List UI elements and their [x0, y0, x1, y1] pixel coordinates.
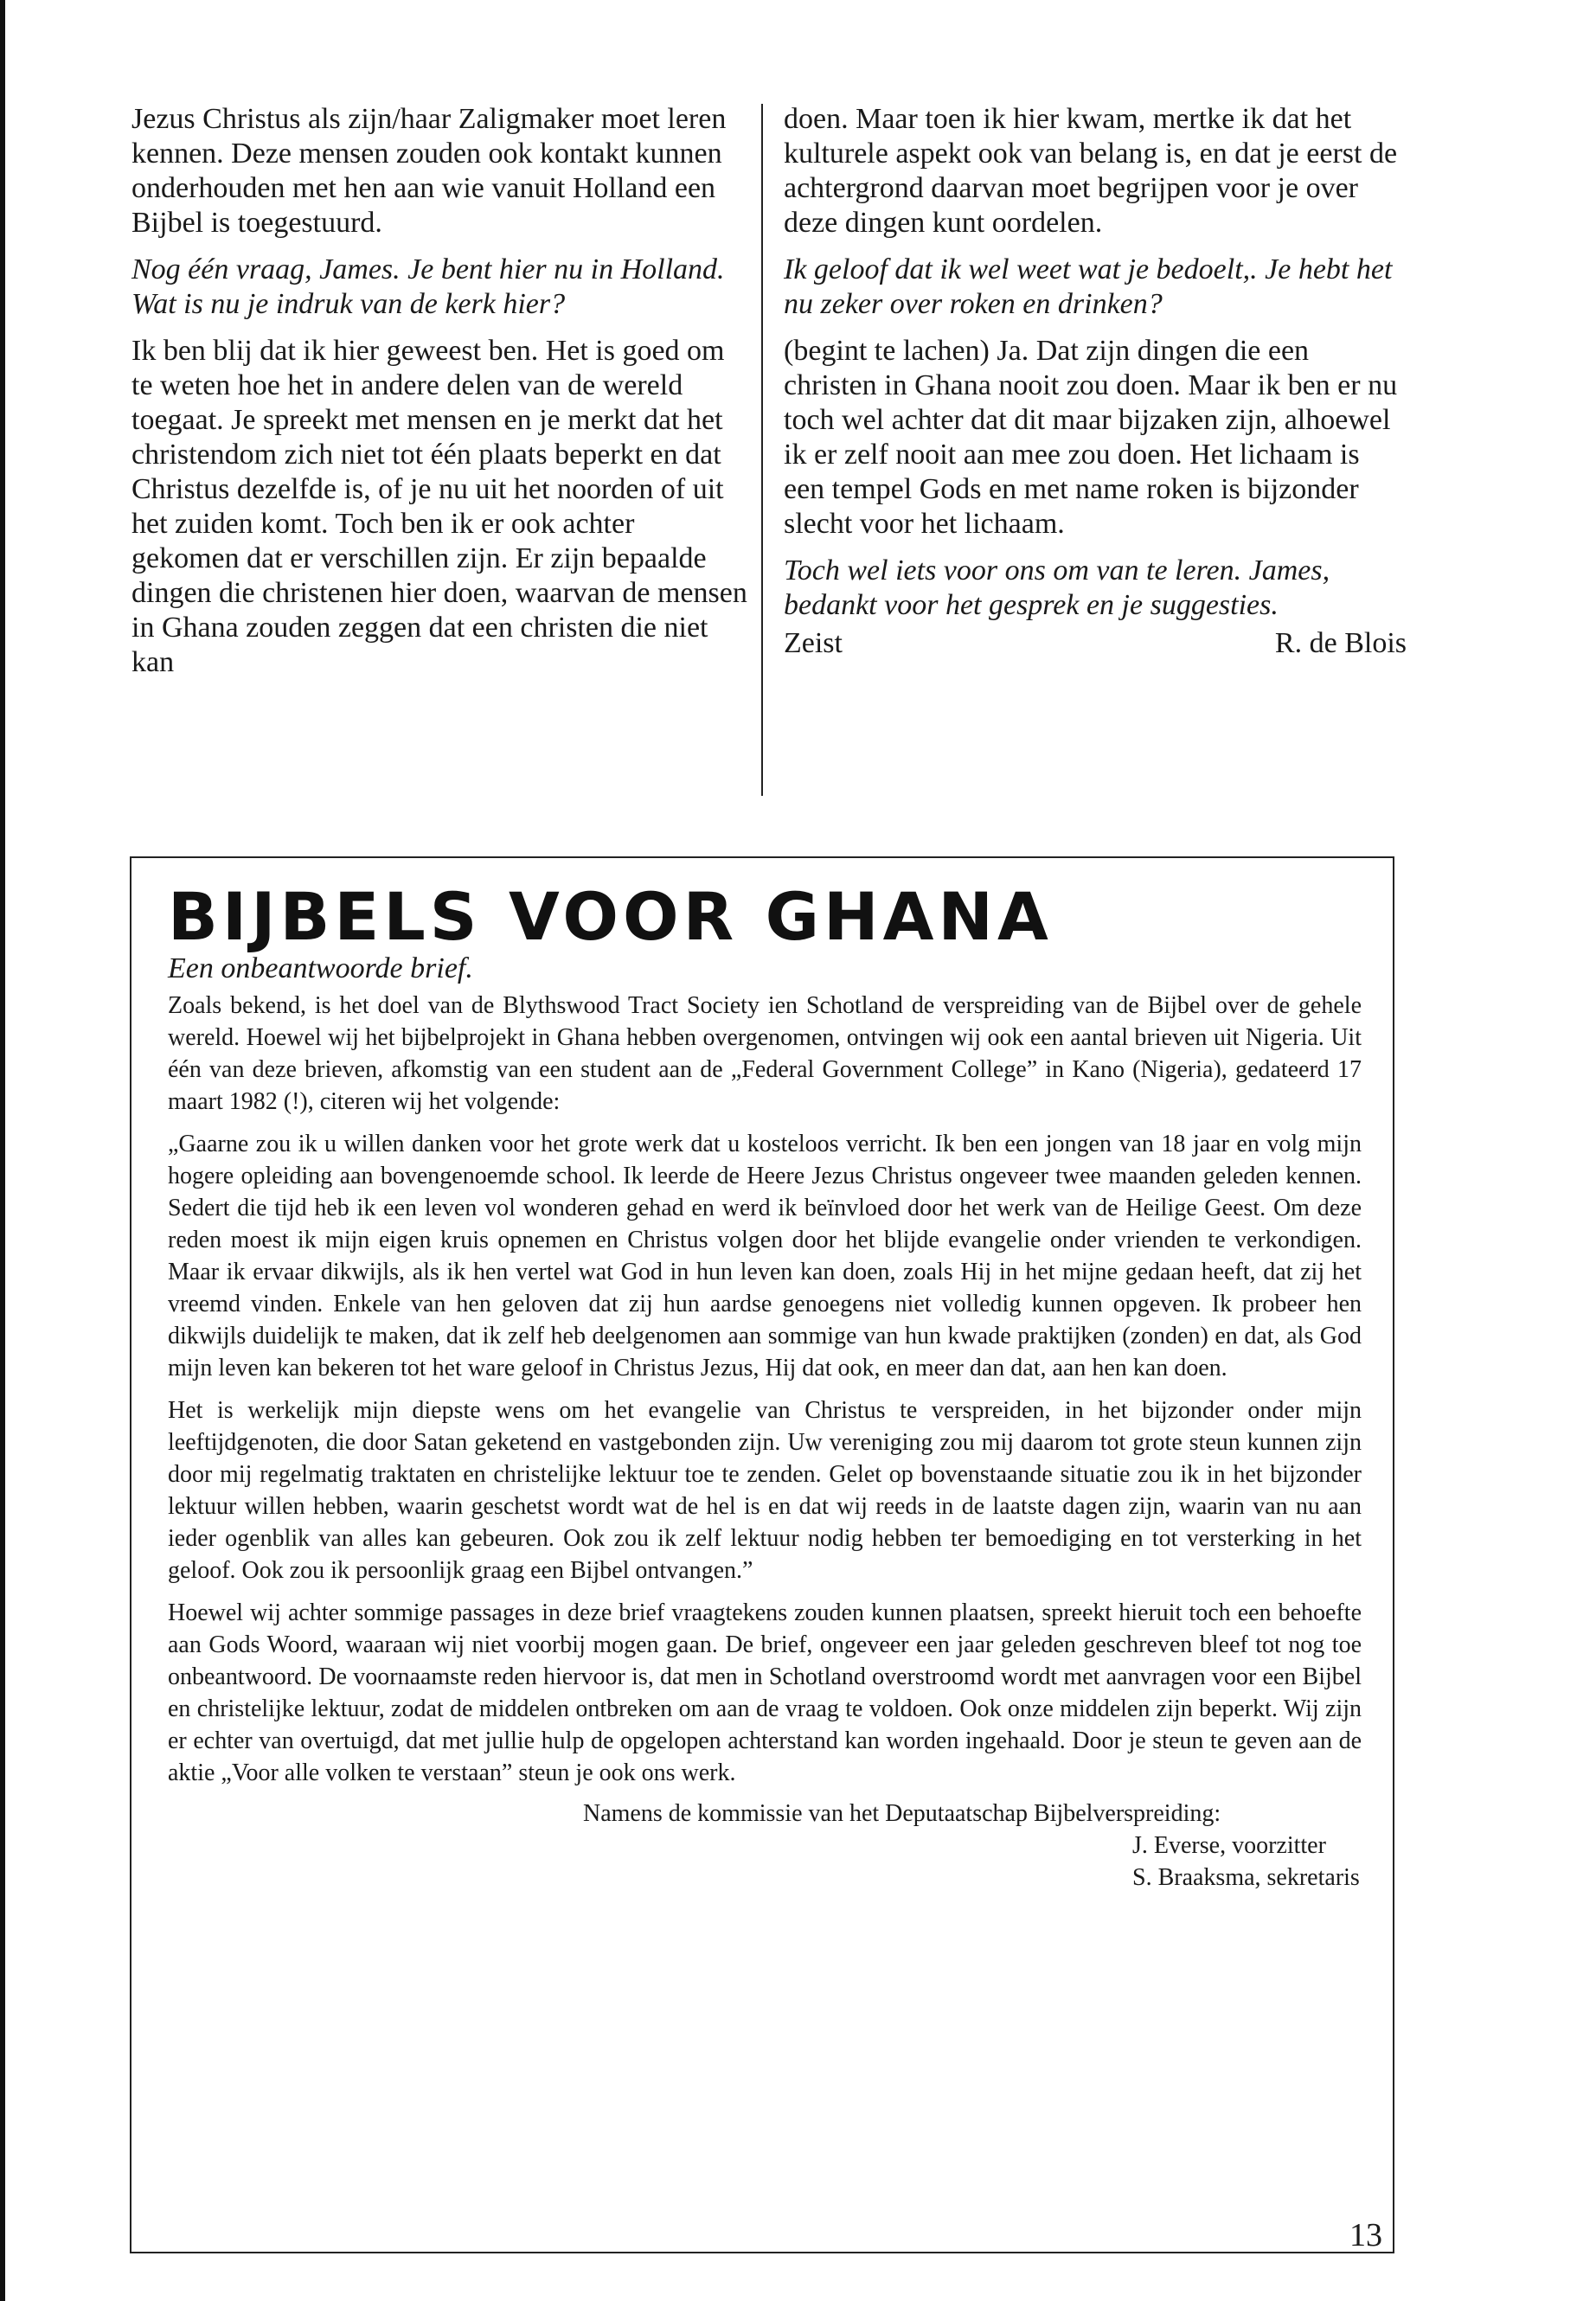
signer-secretary: S. Braaksma, sekretaris	[1132, 1864, 1360, 1891]
interview-left-column	[131, 102, 747, 692]
page-number: 13	[1349, 2217, 1382, 2253]
box-paragraph: Zoals bekend, is het doel van de Blythswood Tract Society ien Schotland de verspreiding van de Bijbel over de gehele wereld. Hoewel wij het bijbelprojekt in Ghana hebben overgenomen, ontvingen wij ook een aantal brieven uit Nigeria. Uit één van deze brieven, afkomstig van een student aan de „Federal Government College” in Kano (Nigeria), gedateerd 17 maart 1982 (!), citeren wij het volgende:	[168, 992, 1362, 1115]
box-paragraph-letter-quote: Het is werkelijk mijn diepste wens om het evangelie van Christus te verspreiden, in het bijzonder onder mijn leeftijdgenoten, die door Satan geketend en vastgebonden zijn. Uw vereniging zou mij daarom tot grote steun kunnen zijn door mij regelmatig traktaten en christelijke lektuur toe te zenden. Gelet op bovenstaande situatie zou ik in het bijzonder lektuur willen hebben, waarin geschetst wordt wat de hel is en dat wij reeds in de laatste dagen zijn, waarin van nu aan ieder ogenblik van alles kan gebeuren. Ook zou ik zelf lektuur nodig hebben ter bemoediging en tot versterking in het geloof. Ook zou ik persoonlijk graag een Bijbel ontvangen.”	[168, 1397, 1362, 1584]
interview-right-column	[784, 102, 1407, 661]
interview-signature	[784, 626, 1407, 661]
box-title: BIJBELS VOOR GHANA	[168, 878, 1053, 955]
box-subtitle: Een onbeantwoorde brief.	[168, 952, 473, 984]
interview-answer: doen. Maar toen ik hier kwam, mertke ik dat het kulturele aspekt ook van belang is, en dat je eerst de achtergrond daarvan moet begrijpen voor je over deze dingen kunt oordelen.	[784, 103, 1398, 239]
interview-question: Nog één vraag, James. Je bent hier nu in Holland. Wat is nu je indruk van de kerk hier?	[131, 253, 725, 320]
box-signature	[168, 1798, 1362, 1894]
interview-question: Ik geloof dat ik wel weet wat je bedoelt,. Je hebt het nu zeker over roken en drinken?	[784, 253, 1393, 320]
signature-author: R. de Blois	[1274, 627, 1407, 659]
box-paragraph-letter-quote: „Gaarne zou ik u willen danken voor het grote werk dat u kosteloos verricht. Ik ben een jongen van 18 jaar en volg mijn hogere opleiding aan bovengenoemde school. Ik leerde de Heere Jezus Christus ongeveer twee maanden geleden kennen. Sedert die tijd heb ik een leven vol wonderen gehad en werd ik beïnvloed door het werk van de Heilige Geest. Om deze reden moest ik mijn eigen kruis opnemen en Christus volgen door het blijde evangelie onder vrienden te verkondigen. Maar ik ervaar dikwijls, als ik hen vertel wat God in hun leven kan doen, zoals Hij in het mijne gedaan heeft, dat zij het vreemd vinden. Enkele van hen geloven dat zij hun aardse genoegens niet volledig kunnen opgeven. Ik probeer hen dikwijls duidelijk te maken, dat ik zelf heb deelgenomen aan sommige van hun kwade praktijken (zonden) en dat, als God mijn leven kan bekeren tot het ware geloof in Christus Jezus, Hij dat ook, en meer dan dat, aan hen kan doen.	[168, 1131, 1362, 1381]
interview-question: Toch wel iets voor ons om van te leren. James, bedankt voor het gesprek en je suggesties.	[784, 554, 1330, 621]
interview-answer: (begint te lachen) Ja. Dat zijn dingen die een christen in Ghana nooit zou doen. Maar ik ben er nu toch wel achter dat dit maar bijzaken zijn, alhoewel ik er zelf nooit aan mee zou doen. Het lichaam is een tempel Gods en met name roken is bijzonder slecht voor het lichaam.	[784, 335, 1398, 540]
signer-chairman: J. Everse, voorzitter	[1132, 1832, 1326, 1859]
interview-answer: Ik ben blij dat ik hier geweest ben. Het is goed om te weten hoe het in andere delen van de wereld toegaat. Je spreekt met mensen en je merkt dat het christendom zich niet tot één plaats beperkt en dat Christus dezelfde is, of je nu uit het noorden of uit het zuiden komt. Toch ben ik er ook achter gekomen dat er verschillen zijn. Er zijn bepaalde dingen die christenen hier doen, waarvan de mensen in Ghana zouden zeggen dat een christen die niet kan	[131, 335, 747, 678]
box-body	[168, 990, 1362, 1789]
box-paragraph: Hoewel wij achter sommige passages in deze brief vraagtekens zouden kunnen plaatsen, spreekt hieruit toch een behoefte aan Gods Woord, waaraan wij niet voorbij mogen gaan. De brief, ongeveer een jaar geleden geschreven bleef tot nog toe onbeantwoord. De voornaamste reden hiervoor is, dat men in Schotland overstroomd wordt met aanvragen voor een Bijbel en christelijke lektuur, zodat de middelen ontbreken om aan de vraag te voldoen. Ook onze middelen zijn beperkt. Wij zijn er echter van overtuigd, dat met jullie hulp de opgelopen achterstand kan worden ingehaald. Door je steun te geven aan de aktie „Voor alle volken te verstaan” steun je ook ons werk.	[168, 1599, 1362, 1786]
column-divider	[761, 104, 763, 796]
signature-intro: Namens de kommissie van het Deputaatschap Bijbelverspreiding:	[583, 1800, 1221, 1827]
signature-place: Zeist	[784, 627, 843, 659]
bijbels-voor-ghana-box	[130, 856, 1394, 2253]
interview-answer: Jezus Christus als zijn/haar Zaligmaker moet leren kennen. Deze mensen zouden ook kontakt kunnen onderhouden met hen aan wie vanuit Holland een Bijbel is toegestuurd.	[131, 103, 727, 239]
page-edge-bar	[0, 0, 5, 2301]
